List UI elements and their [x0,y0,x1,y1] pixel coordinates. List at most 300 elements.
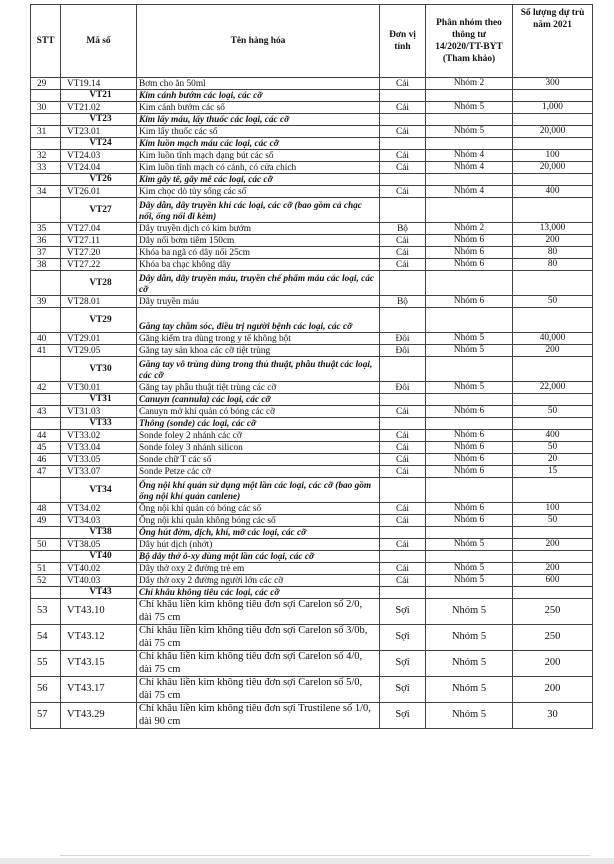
page-bottom-edge [0,858,614,864]
row-name: Dây nối bơm tiêm 150cm [137,235,380,247]
row-group [426,308,513,333]
row-code: VT40.02 [61,563,137,575]
row-group: Nhóm 5 [426,651,513,677]
row-code: VT30 [61,357,137,382]
row-code: VT27.04 [61,223,137,235]
row-group [426,138,513,150]
row-group [426,551,513,563]
row-name: Kim luồn tĩnh mạch dạng bút các số [137,150,380,162]
category-row [31,198,593,223]
row-qty: 80 [513,247,593,259]
row-qty: 50 [513,515,593,527]
row-code: VT29.05 [61,345,137,357]
row-group: Nhóm 5 [426,102,513,114]
row-group [426,357,513,382]
row-stt: 30 [31,102,61,114]
row-stt: 45 [31,442,61,454]
row-unit [380,114,426,126]
row-stt [31,527,61,539]
row-qty: 400 [513,430,593,442]
row-group [426,394,513,406]
row-code: VT31.03 [61,406,137,418]
row-group: Nhóm 6 [426,247,513,259]
row-unit: Cái [380,563,426,575]
header-stt: STT [31,5,61,78]
row-name: Ống nội khí quản có bóng các số [137,503,380,515]
row-stt: 47 [31,466,61,478]
row-qty: 200 [513,345,593,357]
row-name: Dây dẫn, dây truyền máu, truyền chế phẩm máu các loại, các cỡ [137,271,380,296]
row-stt: 44 [31,430,61,442]
row-code: VT33.05 [61,454,137,466]
row-unit: Cái [380,126,426,138]
row-group: Nhóm 5 [426,575,513,587]
row-unit [380,418,426,430]
category-row [31,527,593,539]
row-group: Nhóm 6 [426,259,513,271]
row-unit: Cái [380,454,426,466]
row-name: Chỉ khâu liền kim không tiêu đơn sợi Carelon số 2/0, dài 75 cm [137,599,380,625]
row-group: Nhóm 6 [426,515,513,527]
row-group [426,527,513,539]
row-group: Nhóm 5 [426,345,513,357]
header-name: Tên hàng hóa [137,5,380,78]
row-unit: Cái [380,150,426,162]
row-stt: 55 [31,651,61,677]
row-stt: 29 [31,78,61,90]
row-group: Nhóm 6 [426,296,513,308]
row-code: VT43.12 [61,625,137,651]
row-unit: Sợi [380,625,426,651]
row-stt: 48 [31,503,61,515]
row-unit: Sợi [380,599,426,625]
row-group: Nhóm 4 [426,162,513,174]
table-row [31,515,593,527]
table-row [31,186,593,198]
table-row [31,599,593,625]
row-stt [31,587,61,599]
row-code: VT34 [61,478,137,503]
row-name: Găng kiểm tra dùng trong y tế không bột [137,333,380,345]
table-row [31,503,593,515]
row-name: Sonde chữ T các số [137,454,380,466]
category-row [31,394,593,406]
row-qty: 200 [513,539,593,551]
table-row [31,235,593,247]
table-row [31,223,593,235]
row-code: VT43.17 [61,677,137,703]
row-stt: 51 [31,563,61,575]
row-qty [513,527,593,539]
row-stt [31,551,61,563]
row-code: VT23 [61,114,137,126]
row-qty: 100 [513,150,593,162]
row-stt [31,114,61,126]
row-group: Nhóm 5 [426,703,513,729]
row-group [426,587,513,599]
row-code: VT43 [61,587,137,599]
row-group: Nhóm 6 [426,235,513,247]
row-code: VT43.29 [61,703,137,729]
table-row [31,296,593,308]
row-name: Chỉ khâu liền kim không tiêu đơn sợi Carelon số 3/0b, dài 75 cm [137,625,380,651]
row-unit [380,138,426,150]
row-name: Dây dẫn, dây truyền khí các loại, các cỡ (bao gồm cả chạc nối, ống nối đi kèm) [137,198,380,223]
row-unit: Cái [380,406,426,418]
row-group [426,271,513,296]
row-stt: 53 [31,599,61,625]
row-name: Kim gây tê, gây mê các loại, các cỡ [137,174,380,186]
row-unit: Sợi [380,651,426,677]
row-name: Găng tay sản khoa các cỡ tiệt trùng [137,345,380,357]
row-qty [513,418,593,430]
row-code: VT27 [61,198,137,223]
row-stt: 54 [31,625,61,651]
row-unit [380,308,426,333]
table-row [31,625,593,651]
row-name: Kim luồn mạch máu các loại, các cỡ [137,138,380,150]
row-unit: Cái [380,235,426,247]
row-stt [31,418,61,430]
row-stt: 36 [31,235,61,247]
row-stt: 49 [31,515,61,527]
row-name: Ống hút đờm, dịch, khí, mỡ các loại, các cỡ [137,527,380,539]
row-qty: 100 [513,503,593,515]
header-row [31,5,593,78]
table-row [31,259,593,271]
category-row [31,357,593,382]
row-group [426,174,513,186]
row-code: VT26 [61,174,137,186]
row-stt [31,90,61,102]
row-group [426,114,513,126]
row-qty [513,114,593,126]
row-qty: 300 [513,78,593,90]
row-stt: 32 [31,150,61,162]
row-unit: Bộ [380,296,426,308]
row-group: Nhóm 2 [426,223,513,235]
row-unit: Cái [380,539,426,551]
category-row [31,478,593,503]
row-name: Canuyn mở khí quản có bóng các cỡ [137,406,380,418]
table-row [31,102,593,114]
row-code: VT43.15 [61,651,137,677]
row-qty: 22,000 [513,382,593,394]
row-name: Dây truyền dịch có kim bướm [137,223,380,235]
row-stt: 38 [31,259,61,271]
row-unit: Đôi [380,333,426,345]
row-unit: Cái [380,102,426,114]
row-qty [513,138,593,150]
row-qty [513,174,593,186]
row-code: VT24.04 [61,162,137,174]
row-name: Găng tay vô trùng dùng trong thủ thuật, phẫu thuật các loại, các cỡ [137,357,380,382]
row-qty: 50 [513,442,593,454]
category-row [31,174,593,186]
row-unit [380,394,426,406]
row-qty: 1,000 [513,102,593,114]
row-group: Nhóm 5 [426,599,513,625]
row-stt: 57 [31,703,61,729]
table-row [31,345,593,357]
row-stt: 39 [31,296,61,308]
row-group [426,90,513,102]
row-qty: 50 [513,296,593,308]
row-name: Khóa ba ngã có dây nối 25cm [137,247,380,259]
row-code: VT40 [61,551,137,563]
row-stt: 56 [31,677,61,703]
row-code: VT21 [61,90,137,102]
row-name: Kim luồn tĩnh mạch có cánh, có cửa chích [137,162,380,174]
category-row [31,138,593,150]
row-stt: 40 [31,333,61,345]
row-unit: Sợi [380,703,426,729]
row-qty [513,308,593,333]
table-row [31,703,593,729]
row-code: VT24.03 [61,150,137,162]
row-group [426,418,513,430]
row-qty: 50 [513,406,593,418]
row-name: Chỉ khâu không tiêu các loại, các cỡ [137,587,380,599]
row-code: VT28 [61,271,137,296]
row-code: VT38.05 [61,539,137,551]
row-qty: 40,000 [513,333,593,345]
row-group: Nhóm 6 [426,503,513,515]
category-row [31,551,593,563]
row-qty: 400 [513,186,593,198]
row-stt: 37 [31,247,61,259]
row-code: VT33.02 [61,430,137,442]
row-unit: Đôi [380,382,426,394]
row-name: Bơm cho ăn 50ml [137,78,380,90]
row-code: VT40.03 [61,575,137,587]
row-unit: Cái [380,575,426,587]
row-code: VT33.04 [61,442,137,454]
row-unit [380,587,426,599]
row-name: Bộ dây thở ô-xy dùng một lần các loại, các cỡ [137,551,380,563]
row-code: VT21.02 [61,102,137,114]
table-body [31,78,593,729]
header-unit: Đơn vị tính [380,5,426,78]
row-unit: Đôi [380,345,426,357]
table-row [31,442,593,454]
row-name: Kim chọc dò tủy sống các số [137,186,380,198]
row-code: VT38 [61,527,137,539]
row-group: Nhóm 5 [426,333,513,345]
row-qty: 20,000 [513,162,593,174]
row-unit [380,271,426,296]
table-row [31,563,593,575]
row-group: Nhóm 4 [426,150,513,162]
table-row [31,430,593,442]
row-unit [380,478,426,503]
row-unit: Cái [380,515,426,527]
row-qty: 200 [513,235,593,247]
row-stt [31,357,61,382]
row-stt: 33 [31,162,61,174]
table-row [31,575,593,587]
row-code: VT31 [61,394,137,406]
row-qty: 15 [513,466,593,478]
row-qty [513,90,593,102]
row-code: VT24 [61,138,137,150]
row-qty [513,357,593,382]
category-row [31,587,593,599]
row-name: Sonde foley 3 nhánh silicon [137,442,380,454]
row-qty: 20 [513,454,593,466]
table-row [31,150,593,162]
row-name: Chỉ khâu liền kim không tiêu đơn sợi Trustilene số 1/0, dài 90 cm [137,703,380,729]
page-edge-line [60,855,590,856]
row-stt [31,308,61,333]
row-unit: Cái [380,247,426,259]
row-unit [380,198,426,223]
row-unit: Cái [380,503,426,515]
row-name: Chỉ khâu liền kim không tiêu đơn sợi Carelon số 4/0, dài 75 cm [137,651,380,677]
category-row [31,90,593,102]
row-unit [380,174,426,186]
table-row [31,382,593,394]
row-group: Nhóm 5 [426,382,513,394]
row-code: VT33.07 [61,466,137,478]
row-group: Nhóm 6 [426,466,513,478]
table-row [31,539,593,551]
row-stt: 43 [31,406,61,418]
table-row [31,247,593,259]
row-code: VT28.01 [61,296,137,308]
row-group: Nhóm 2 [426,78,513,90]
row-qty: 200 [513,677,593,703]
row-stt [31,271,61,296]
row-stt: 35 [31,223,61,235]
row-stt: 42 [31,382,61,394]
category-row [31,418,593,430]
category-row [31,271,593,296]
table-row [31,162,593,174]
row-group: Nhóm 5 [426,625,513,651]
row-stt [31,174,61,186]
category-row [31,308,593,333]
row-qty: 200 [513,651,593,677]
table-row [31,466,593,478]
row-unit: Bộ [380,223,426,235]
row-group: Nhóm 5 [426,563,513,575]
row-qty [513,587,593,599]
row-qty: 13,000 [513,223,593,235]
row-qty [513,271,593,296]
row-name: Sonde foley 2 nhánh các cỡ [137,430,380,442]
row-name: Găng tay chăm sóc, điều trị người bệnh các loại, các cỡ [137,308,380,333]
row-code: VT34.02 [61,503,137,515]
row-group: Nhóm 4 [426,186,513,198]
row-unit [380,527,426,539]
table-row [31,333,593,345]
table-row [31,126,593,138]
row-group: Nhóm 6 [426,406,513,418]
row-name: Kim lấy thuốc các số [137,126,380,138]
row-group: Nhóm 5 [426,539,513,551]
table-row [31,454,593,466]
row-name: Dây thở oxy 2 đường trẻ em [137,563,380,575]
row-qty [513,394,593,406]
header-group: Phân nhóm theo thông tư 14/2020/TT-BYT (Tham khảo) [426,5,513,78]
row-name: Ống nội khí quản sử dụng một lần các loại, các cỡ (bao gồm ống nội khí quản canlene) [137,478,380,503]
row-name: Dây thở oxy 2 đường người lớn các cỡ [137,575,380,587]
row-stt: 50 [31,539,61,551]
row-unit: Cái [380,430,426,442]
row-group [426,478,513,503]
row-stt: 31 [31,126,61,138]
row-qty [513,478,593,503]
supplies-table [30,4,593,729]
row-name: Canuyn (cannula) các loại, các cỡ [137,394,380,406]
row-group: Nhóm 5 [426,126,513,138]
row-code: VT26.01 [61,186,137,198]
row-unit: Cái [380,186,426,198]
row-qty: 80 [513,259,593,271]
row-qty: 200 [513,563,593,575]
row-name: Kim lấy máu, lấy thuốc các loại, các cỡ [137,114,380,126]
row-code: VT27.20 [61,247,137,259]
row-code: VT27.22 [61,259,137,271]
row-name: Ống nội khí quản không bóng các số [137,515,380,527]
row-name: Thông (sonde) các loại, các cỡ [137,418,380,430]
row-qty: 20,000 [513,126,593,138]
header-code: Mã số [61,5,137,78]
table-row [31,677,593,703]
row-qty: 600 [513,575,593,587]
row-unit: Cái [380,259,426,271]
row-unit [380,357,426,382]
row-unit: Cái [380,442,426,454]
row-group [426,198,513,223]
row-code: VT19.14 [61,78,137,90]
table-row [31,406,593,418]
row-group: Nhóm 6 [426,430,513,442]
row-code: VT33 [61,418,137,430]
row-unit [380,90,426,102]
row-unit: Sợi [380,677,426,703]
row-stt [31,394,61,406]
row-group: Nhóm 5 [426,677,513,703]
header-qty: Số lượng dự trù năm 2021 [513,5,593,78]
row-stt [31,478,61,503]
row-name: Sonde Petze các cỡ [137,466,380,478]
row-name: Kim cánh bướm các số [137,102,380,114]
row-code: VT27.11 [61,235,137,247]
row-unit [380,551,426,563]
row-stt: 34 [31,186,61,198]
row-name: Găng tay phẫu thuật tiệt trùng các cỡ [137,382,380,394]
row-group: Nhóm 6 [426,442,513,454]
row-name: Dây truyền máu [137,296,380,308]
row-stt: 41 [31,345,61,357]
row-qty [513,198,593,223]
row-qty: 250 [513,599,593,625]
row-stt: 46 [31,454,61,466]
row-unit: Cái [380,78,426,90]
row-code: VT34.03 [61,515,137,527]
row-qty [513,551,593,563]
row-qty: 30 [513,703,593,729]
row-code: VT29 [61,308,137,333]
row-code: VT30.01 [61,382,137,394]
row-stt: 52 [31,575,61,587]
row-name: Khóa ba chạc không dây [137,259,380,271]
row-name: Kim cánh bướm các loại, các cỡ [137,90,380,102]
row-stt [31,198,61,223]
row-stt [31,138,61,150]
